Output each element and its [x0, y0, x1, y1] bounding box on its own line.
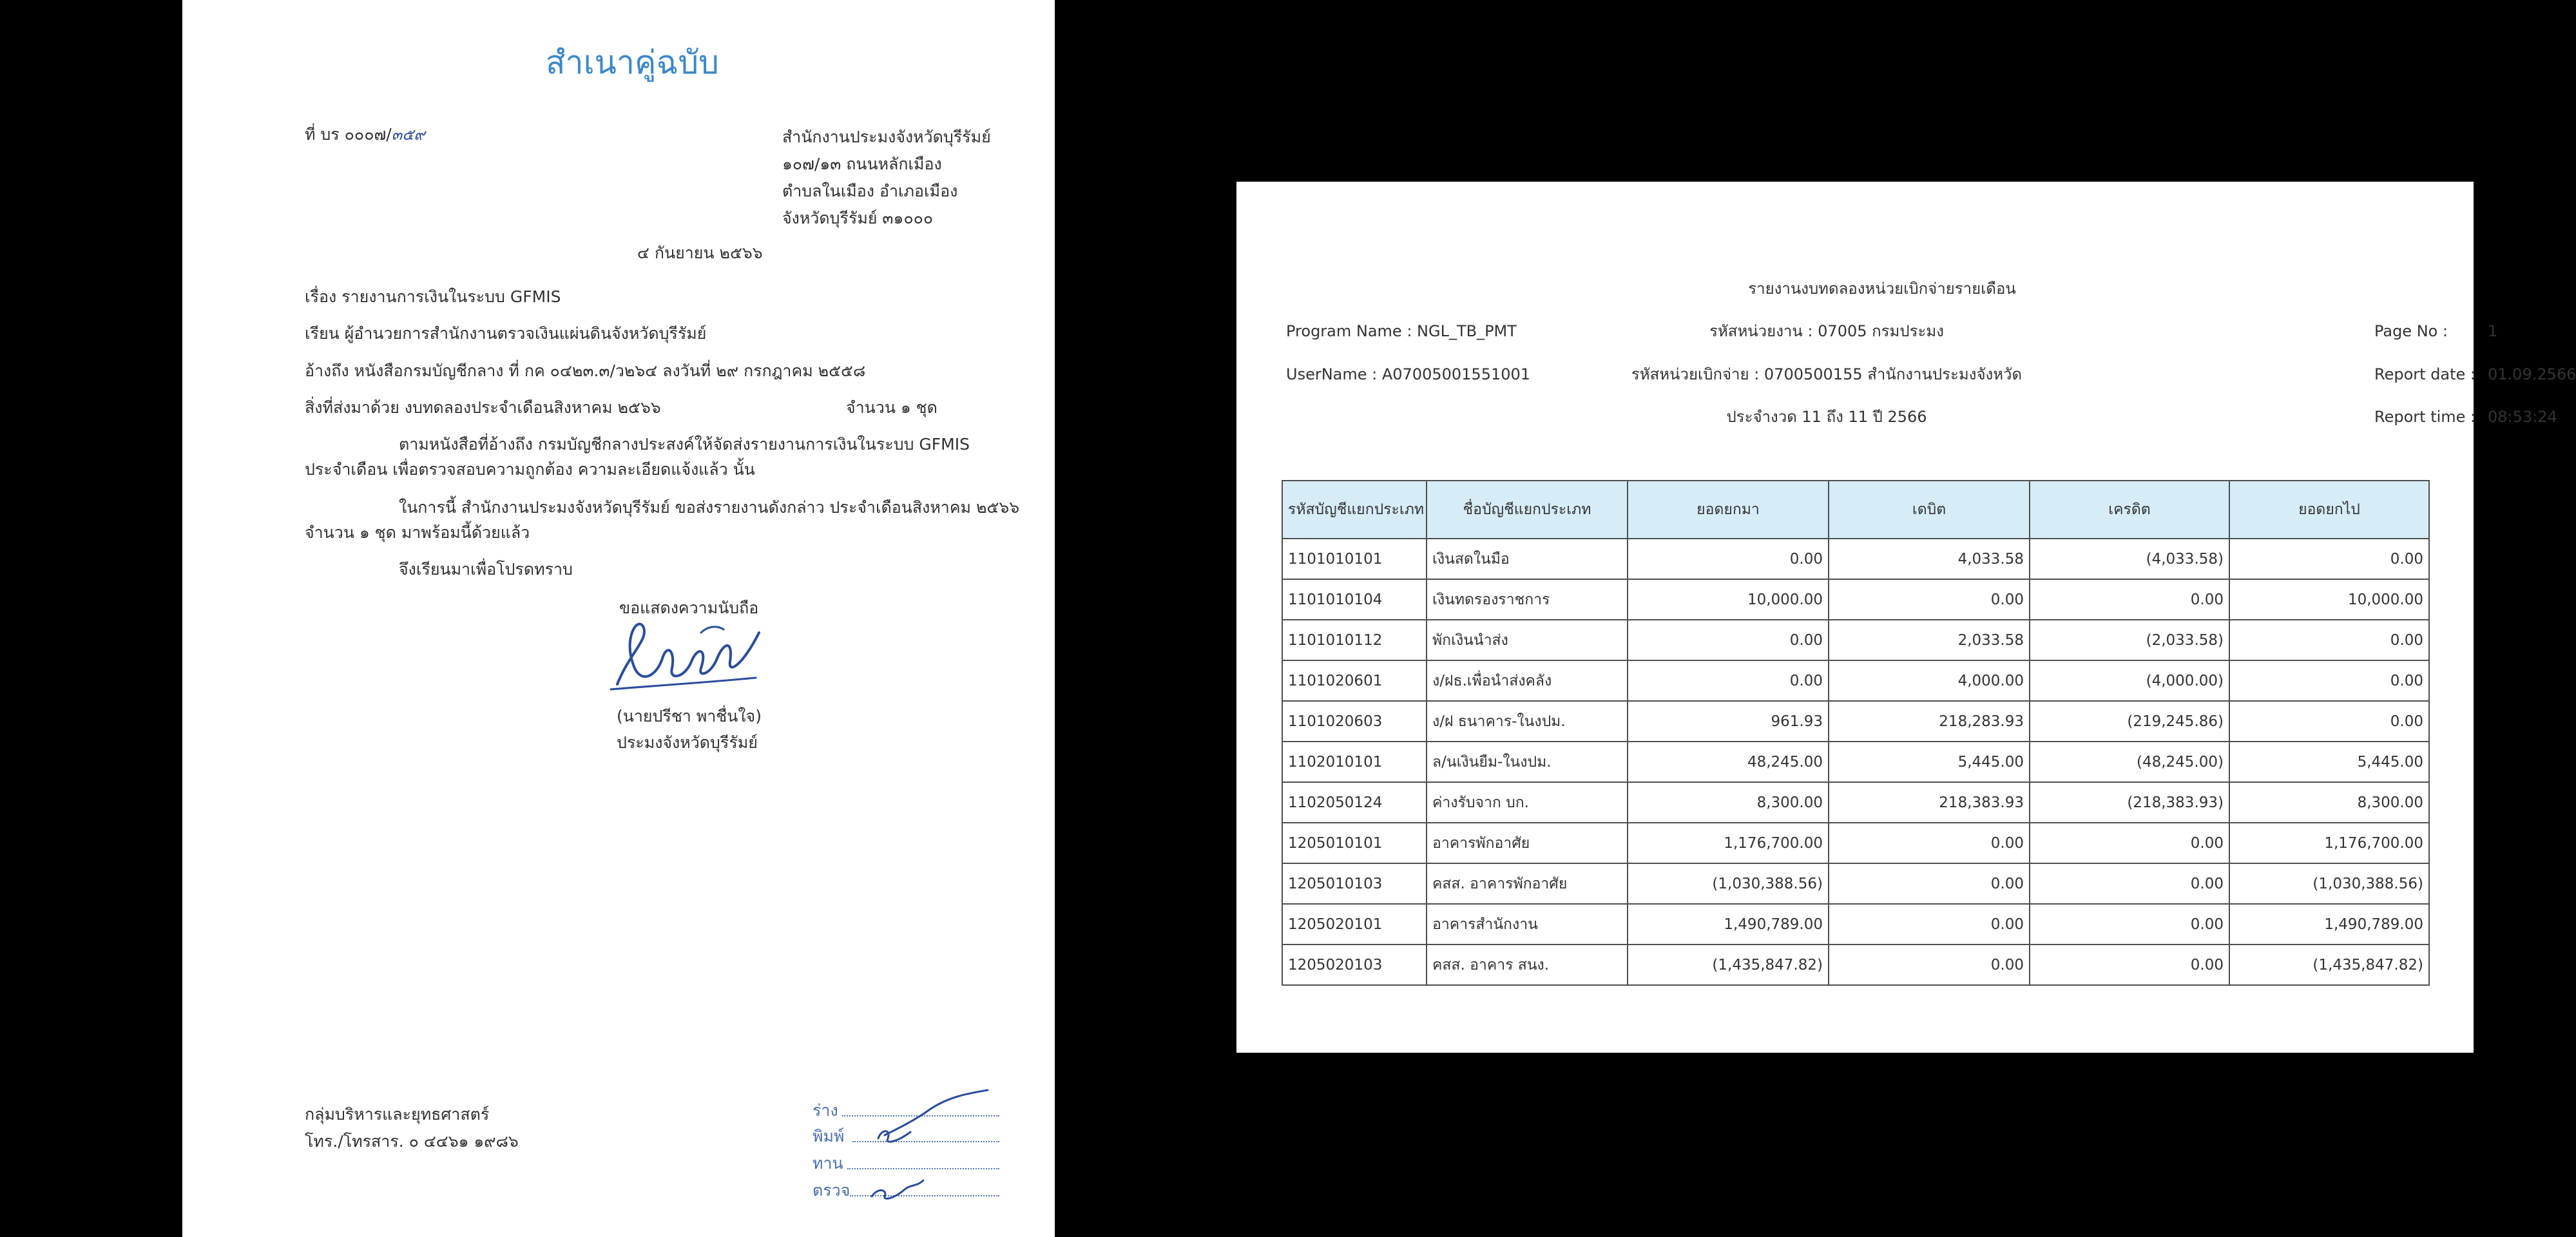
table-row	[1282, 701, 2429, 742]
opening-balance-cell: 0.00	[1628, 620, 1829, 660]
report-date-label: Report date :	[2374, 365, 2476, 383]
footer-telephone: โทร./โทรสาร. ๐ ๔๔๖๑ ๑๙๘๖	[305, 1132, 519, 1151]
debit-cell: 218,283.93	[1829, 701, 2030, 742]
opening-balance-cell: 1,490,789.00	[1628, 904, 1829, 945]
table-row	[1282, 539, 2429, 579]
opening-balance-cell: (1,030,388.56)	[1628, 863, 1829, 904]
copy-stamp: สำเนาคู่ฉบับ	[546, 44, 719, 81]
debit-cell: 5,445.00	[1829, 742, 2030, 782]
opening-balance-cell: (1,435,847.82)	[1628, 945, 1829, 985]
credit-cell: 0.00	[2030, 904, 2229, 945]
opening-balance-cell: 8,300.00	[1628, 782, 1829, 823]
closing-balance-cell: (1,030,388.56)	[2229, 863, 2429, 904]
approval-typed-label: พิมพ์	[812, 1127, 845, 1146]
account-name-cell: เงินทดรองราชการ	[1427, 579, 1628, 620]
credit-cell: (4,000.00)	[2030, 660, 2229, 701]
account-name-cell: พักเงินนำส่ง	[1427, 620, 1628, 660]
opening-balance-cell: 48,245.00	[1628, 742, 1829, 782]
column-header-closing-balance: ยอดยกไป	[2229, 481, 2429, 539]
page-number-value: 1	[2488, 322, 2498, 340]
doc-number	[305, 124, 425, 145]
account-name-cell: คสส. อาคารพักอาศัย	[1427, 863, 1628, 904]
body-paragraph-2: ในการนี้ สำนักงานประมงจังหวัดบุรีรัมย์ ขอส่งรายงานดังกล่าว ประจำเดือนสิงหาคม ๒๕๖๖	[399, 498, 1020, 517]
trial-balance-table	[1282, 480, 2430, 986]
footer-department: กลุ่มบริหารและยุทธศาสตร์	[305, 1105, 490, 1124]
column-header-account-name: ชื่อบัญชีแยกประเภท	[1427, 481, 1628, 539]
column-header-debit: เดบิต	[1829, 481, 2030, 539]
letter-subject: เรื่อง รายงานการเงินในระบบ GFMIS	[305, 287, 561, 306]
agency-code: รหัสหน่วยงาน : 07005 กรมประมง	[1709, 322, 1944, 340]
closing-balance-cell: (1,435,847.82)	[2229, 945, 2429, 985]
initials-icon	[859, 1084, 1007, 1203]
debit-cell: 4,000.00	[1829, 660, 2030, 701]
address-line: สำนักงานประมงจังหวัดบุรีรัมย์	[782, 128, 991, 146]
report-period: ประจำงวด 11 ถึง 11 ปี 2566	[1726, 408, 1927, 426]
body-paragraph-1-cont: ประจำเดือน เพื่อตรวจสอบความถูกต้อง ความละเอียดแจ้งแล้ว นั้น	[305, 460, 755, 479]
account-code-cell: 1205010101	[1282, 823, 1427, 863]
letter-recipient: เรียน ผู้อำนวยการสำนักงานตรวจเงินแผ่นดินจังหวัดบุรีรัมย์	[305, 324, 707, 343]
letter-page	[182, 0, 1055, 1237]
approval-check-label: ตรวจ	[812, 1181, 851, 1200]
credit-cell: (2,033.58)	[2030, 620, 2229, 660]
address-line: จังหวัดบุรีรัมย์ ๓๑๐๐๐	[782, 209, 934, 227]
table-row	[1282, 742, 2429, 782]
account-code-cell: 1101010104	[1282, 579, 1427, 620]
letter-reference: อ้างถึง หนังสือกรมบัญชีกลาง ที่ กค ๐๔๒๓.๓/ว๒๖๔ ลงวันที่ ๒๙ กรกฎาคม ๒๕๕๘	[305, 361, 866, 380]
account-code-cell: 1101010112	[1282, 620, 1427, 660]
closing-balance-cell: 10,000.00	[2229, 579, 2429, 620]
account-code-cell: 1102050124	[1282, 782, 1427, 823]
doc-number-prefix: ที่ บร ๐๐๐๗/	[305, 125, 392, 144]
account-name-cell: คสส. อาคาร สนง.	[1427, 945, 1628, 985]
debit-cell: 0.00	[1829, 579, 2030, 620]
table-row	[1282, 782, 2429, 823]
body-paragraph-3: จึงเรียนมาเพื่อโปรดทราบ	[399, 560, 573, 579]
opening-balance-cell: 961.93	[1628, 701, 1829, 742]
closing-balance-cell: 0.00	[2229, 539, 2429, 579]
table-header-row	[1282, 481, 2429, 539]
debit-cell: 218,383.93	[1829, 782, 2030, 823]
signer-title: ประมงจังหวัดบุรีรัมย์	[617, 733, 758, 752]
account-code-cell: 1205010103	[1282, 863, 1427, 904]
letter-date: ๔ กันยายน ๒๕๖๖	[637, 244, 763, 262]
opening-balance-cell: 0.00	[1628, 539, 1829, 579]
address-line: ตำบลในเมือง อำเภอเมือง	[782, 182, 958, 200]
closing-balance-cell: 0.00	[2229, 701, 2429, 742]
enclosure-quantity: จำนวน ๑ ชุด	[846, 398, 937, 417]
opening-balance-cell: 1,176,700.00	[1628, 823, 1829, 863]
credit-cell: 0.00	[2030, 579, 2229, 620]
user-name: UserName : A07005001551001	[1286, 365, 1531, 383]
credit-cell: (4,033.58)	[2030, 539, 2229, 579]
report-time-label: Report time :	[2374, 408, 2476, 426]
credit-cell: (48,245.00)	[2030, 742, 2229, 782]
credit-cell: (219,245.86)	[2030, 701, 2229, 742]
report-title: รายงานงบทดลองหน่วยเบิกจ่ายรายเดือน	[1748, 280, 2016, 298]
closing-balance-cell: 1,490,789.00	[2229, 904, 2429, 945]
account-name-cell: ง/ฝ ธนาคาร-ในงปม.	[1427, 701, 1628, 742]
account-code-cell: 1101010101	[1282, 539, 1427, 579]
credit-cell: 0.00	[2030, 823, 2229, 863]
approval-review-label: ทาน	[812, 1154, 843, 1173]
closing-phrase: ขอแสดงความนับถือ	[619, 599, 759, 617]
account-code-cell: 1102010101	[1282, 742, 1427, 782]
report-date-value: 01.09.2566	[2488, 365, 2576, 383]
account-code-cell: 1101020601	[1282, 660, 1427, 701]
report-page	[1236, 182, 2576, 1053]
debit-cell: 0.00	[1829, 904, 2030, 945]
account-name-cell: ค่างรับจาก บก.	[1427, 782, 1628, 823]
table-row	[1282, 620, 2429, 660]
table-row	[1282, 945, 2429, 985]
address-line: ๑๐๗/๑๓ ถนนหลักเมือง	[782, 155, 942, 173]
approval-draft-label: ร่าง	[812, 1101, 838, 1120]
closing-balance-cell: 0.00	[2229, 620, 2429, 660]
table-row	[1282, 823, 2429, 863]
doc-number-handwritten: ๓๕๙	[391, 126, 425, 144]
table-row	[1282, 904, 2429, 945]
column-header-account-code: รหัสบัญชีแยกประเภท	[1282, 481, 1427, 539]
account-code-cell: 1205020103	[1282, 945, 1427, 985]
account-code-cell: 1205020101	[1282, 904, 1427, 945]
program-name: Program Name : NGL_TB_PMT	[1286, 322, 1517, 340]
account-name-cell: อาคารพักอาศัย	[1427, 823, 1628, 863]
closing-balance-cell: 1,176,700.00	[2229, 823, 2429, 863]
closing-balance-cell: 0.00	[2229, 660, 2429, 701]
debit-cell: 2,033.58	[1829, 620, 2030, 660]
account-name-cell: ล/นเงินยืม-ในงปม.	[1427, 742, 1628, 782]
credit-cell: (218,383.93)	[2030, 782, 2229, 823]
debit-cell: 0.00	[1829, 945, 2030, 985]
account-name-cell: ง/ฝธ.เพื่อนำส่งคลัง	[1427, 660, 1628, 701]
credit-cell: 0.00	[2030, 945, 2229, 985]
debit-cell: 0.00	[1829, 863, 2030, 904]
opening-balance-cell: 10,000.00	[1628, 579, 1829, 620]
debit-cell: 0.00	[1829, 823, 2030, 863]
account-name-cell: เงินสดในมือ	[1427, 539, 1628, 579]
table-row	[1282, 863, 2429, 904]
credit-cell: 0.00	[2030, 863, 2229, 904]
disbursement-unit-code: รหัสหน่วยเบิกจ่าย : 0700500155 สำนักงานประมงจังหวัด	[1631, 365, 2023, 383]
signature-icon	[604, 613, 772, 697]
account-code-cell: 1101020603	[1282, 701, 1427, 742]
body-paragraph-2-cont: จำนวน ๑ ชุด มาพร้อมนี้ด้วยแล้ว	[305, 523, 530, 542]
report-time-value: 08:53:24	[2488, 408, 2557, 426]
account-name-cell: อาคารสำนักงาน	[1427, 904, 1628, 945]
table-row	[1282, 579, 2429, 620]
page-number-label: Page No :	[2374, 322, 2448, 340]
closing-balance-cell: 8,300.00	[2229, 782, 2429, 823]
body-paragraph-1: ตามหนังสือที่อ้างถึง กรมบัญชีกลางประสงค์ให้จัดส่งรายงานการเงินในระบบ GFMIS	[399, 435, 970, 454]
column-header-credit: เครดิต	[2030, 481, 2229, 539]
table-row	[1282, 660, 2429, 701]
letter-enclosure: สิ่งที่ส่งมาด้วย งบทดลองประจำเดือนสิงหาคม ๒๕๖๖	[305, 398, 661, 417]
column-header-opening-balance: ยอดยกมา	[1628, 481, 1829, 539]
closing-balance-cell: 5,445.00	[2229, 742, 2429, 782]
debit-cell: 4,033.58	[1829, 539, 2030, 579]
opening-balance-cell: 0.00	[1628, 660, 1829, 701]
signer-name: (นายปรีชา พาชื่นใจ)	[617, 707, 762, 725]
